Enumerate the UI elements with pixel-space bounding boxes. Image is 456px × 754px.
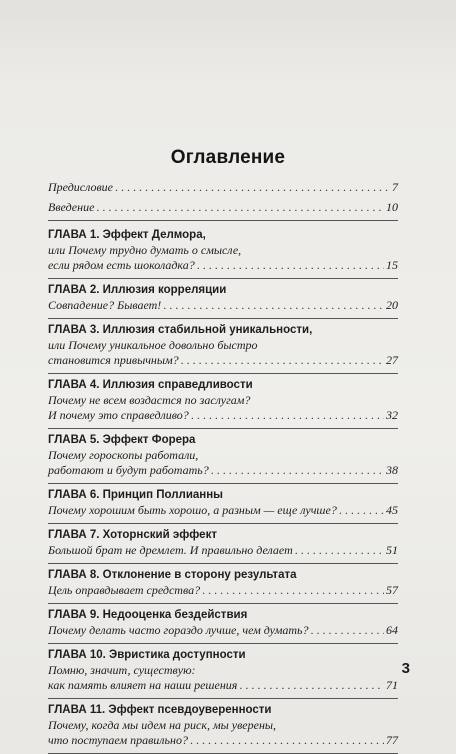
leader-dots [191,408,384,423]
leader-dots [310,623,384,638]
chapter-subtitle-line: если рядом есть шоколадка? [48,258,195,272]
toc-leader-row [48,623,398,638]
toc-chapter-entry [48,378,398,423]
chapter-subtitle-line: Почему делать часто гораздо лучше, чем думать? [48,623,309,637]
chapter-subtitle-line: работают и будут работать? [48,463,209,477]
entry-title: Предисловие [48,180,114,194]
page-ref: 7 [392,180,398,194]
toc-leader-row [48,543,398,558]
chapter-heading: ГЛАВА 7. Хоторнский эффект [48,529,217,541]
chapter-heading: ГЛАВА 3. Иллюзия стабильной уникальности, [48,324,313,336]
leader-dots [197,258,384,273]
toc-leader-row [48,200,398,215]
divider [48,698,398,699]
toc-leader-row [48,258,398,273]
divider [48,278,398,279]
leader-dots [295,543,384,558]
leader-dots [163,298,384,313]
page-ref: 71 [386,678,398,692]
chapter-subtitle-line: Совпадение? Бывает! [48,298,162,312]
toc-chapter-entry [48,323,398,368]
toc-chapter-entry [48,488,398,518]
divider [48,523,398,524]
page-ref: 57 [386,583,398,597]
leader-dots [339,503,384,518]
page-ref: 38 [386,463,398,477]
chapter-heading: ГЛАВА 2. Иллюзия корреляции [48,284,227,296]
divider [48,428,398,429]
chapter-subtitle-line: Цель оправдывает средства? [48,583,201,597]
leader-dots [190,733,384,748]
page-number: 3 [401,660,410,677]
chapter-subtitle-line: как память влияет на наши решения [48,678,238,692]
chapter-subtitle-line: становится привычным? [48,353,179,367]
chapter-heading: ГЛАВА 9. Недооценка бездействия [48,609,248,621]
chapter-heading: ГЛАВА 1. Эффект Делмора, [48,229,206,241]
page-ref: 10 [386,200,398,214]
bleed-through-text [30,10,426,140]
table-of-contents [48,180,398,754]
chapter-heading: ГЛАВА 11. Эффект псевдоуверенности [48,704,272,716]
toc-chapter-entry [48,283,398,313]
chapter-subtitle-line: или Почему трудно думать о смысле, [48,243,242,257]
chapter-heading: ГЛАВА 5. Эффект Форера [48,434,196,446]
toc-leader-row [48,678,398,693]
page-ref: 15 [386,258,398,272]
toc-chapter-entry [48,568,398,598]
toc-chapter-entry [48,433,398,478]
chapter-subtitle-line: Помню, значит, существую: [48,663,196,677]
chapter-subtitle-line: Почему не всем воздастся по заслугам? [48,393,251,407]
chapter-heading: ГЛАВА 4. Иллюзия справедливости [48,379,253,391]
chapter-subtitle-line: или Почему уникальное довольно быстро [48,338,258,352]
toc-chapter-entry [48,608,398,638]
chapter-heading: ГЛАВА 8. Отклонение в сторону результата [48,569,297,581]
toc-leader-row [48,583,398,598]
toc-chapter-entry [48,648,398,693]
leader-dots [211,463,384,478]
toc-leader-row [48,180,398,195]
leader-dots [202,583,384,598]
toc-front-entry [48,180,398,195]
toc-leader-row [48,503,398,518]
chapter-heading: ГЛАВА 10. Эвристика доступности [48,649,246,661]
divider [48,318,398,319]
leader-dots [96,200,384,215]
divider [48,373,398,374]
toc-leader-row [48,733,398,748]
chapter-subtitle-line: И почему это справедливо? [48,408,189,422]
page-ref: 64 [386,623,398,637]
toc-chapter-entry [48,528,398,558]
toc-leader-row [48,353,398,368]
chapter-subtitle-line: Большой брат не дремлет. И правильно делает [48,543,293,557]
divider [48,563,398,564]
toc-front-entry [48,200,398,215]
chapter-heading: ГЛАВА 6. Принцип Поллианны [48,489,224,501]
toc-leader-row [48,408,398,423]
page-ref: 77 [386,733,398,747]
chapter-subtitle-line: что поступаем правильно? [48,733,188,747]
divider [48,483,398,484]
leader-dots [239,678,384,693]
leader-dots [181,353,384,368]
page-title: Оглавление [170,147,286,168]
toc-chapter-entry [48,228,398,273]
page-ref: 51 [386,543,398,557]
divider [48,220,398,221]
page-ref: 32 [386,408,398,422]
page-ref: 20 [386,298,398,312]
leader-dots [115,180,390,195]
chapter-subtitle-line: Почему гороскопы работали, [48,448,199,462]
page-ref: 45 [386,503,398,517]
chapter-subtitle-line: Почему, когда мы идем на риск, мы уверены, [48,718,277,732]
chapter-subtitle-line: Почему хорошим быть хорошо, а разным — еще лучше? [48,503,337,517]
toc-leader-row [48,463,398,478]
toc-chapter-entry [48,703,398,748]
divider [48,603,398,604]
page-ref: 27 [386,353,398,367]
toc-leader-row [48,298,398,313]
entry-title: Введение [48,200,95,214]
divider [48,643,398,644]
